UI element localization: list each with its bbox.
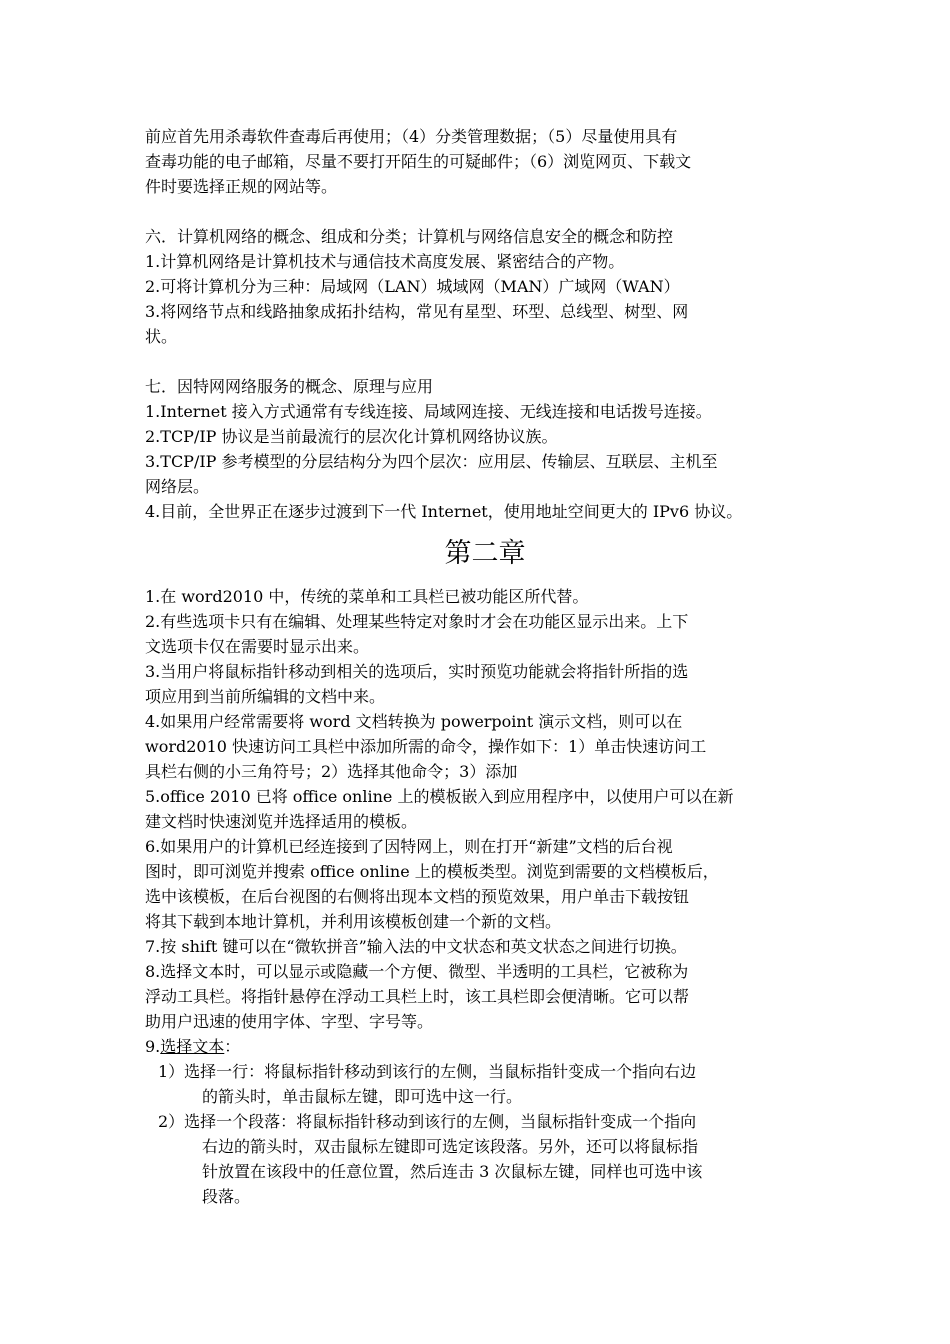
paragraph-line: 前应首先用杀毒软件查毒后再使用；（4）分类管理数据；（5）尽量使用具有 xyxy=(145,127,678,146)
sub-item-continuation: 针放置在该段中的任意位置，然后连击 3 次鼠标左键，同样也可选中该 xyxy=(202,1162,703,1181)
list-item-nine xyxy=(145,1034,825,1059)
sub-item-continuation: 的箭头时，单击鼠标左键，即可选中这一行。 xyxy=(202,1087,523,1106)
list-item: 3.将网络节点和线路抽象成拓扑结构，常见有星型、环型、总线型、树型、网 xyxy=(145,302,689,321)
section-seven xyxy=(145,374,825,524)
list-item-continuation: 浮动工具栏。将指针悬停在浮动工具栏上时，该工具栏即会便清晰。它可以帮 xyxy=(145,987,690,1006)
list-item: 8.选择文本时，可以显示或隐藏一个方便、微型、半透明的工具栏，它被称为 xyxy=(145,962,689,981)
list-item: 1.计算机网络是计算机技术与通信技术高度发展、紧密结合的产物。 xyxy=(145,252,625,271)
list-item: 2.可将计算机分为三种：局域网（LAN）城域网（MAN）广域网（WAN） xyxy=(145,277,680,296)
list-item: 3.TCP/IP 参考模型的分层结构分为四个层次：应用层、传输层、互联层、主机至 xyxy=(145,452,718,471)
item-colon: ： xyxy=(224,1037,241,1056)
blank-line xyxy=(145,349,825,374)
section-six xyxy=(145,224,825,349)
section-title: 六．计算机网络的概念、组成和分类；计算机与网络信息安全的概念和防控 xyxy=(145,227,674,246)
list-item: 2.有些选项卡只有在编辑、处理某些特定对象时才会在功能区显示出来。上下 xyxy=(145,612,689,631)
list-item: 1.在 word2010 中，传统的菜单和工具栏已被功能区所代替。 xyxy=(145,587,589,606)
list-item-continuation: word2010 快速访问工具栏中添加所需的命令，操作如下：1）单击快速访问工 xyxy=(145,737,707,756)
sub-item-continuation: 右边的箭头时，双击鼠标左键即可选定该段落。另外，还可以将鼠标指 xyxy=(202,1137,699,1156)
paragraph-line: 查毒功能的电子邮箱，尽量不要打开陌生的可疑邮件；（6）浏览网页、下载文 xyxy=(145,152,692,171)
list-item-continuation: 项应用到当前所编辑的文档中来。 xyxy=(145,687,386,706)
list-item-continuation: 助用户迅速的使用字体、字型、字号等。 xyxy=(145,1012,434,1031)
underlined-term: 选择文本 xyxy=(160,1037,225,1056)
chapter-two-body xyxy=(145,584,825,1209)
list-item: 7.按 shift 键可以在“微软拼音”输入法的中文状态和英文状态之间进行切换。 xyxy=(145,937,687,956)
blank-line xyxy=(145,199,825,224)
list-item-continuation: 将其下载到本地计算机，并利用该模板创建一个新的文档。 xyxy=(145,912,562,931)
list-item: 6.如果用户的计算机已经连接到了因特网上，则在打开“新建”文档的后台视 xyxy=(145,837,673,856)
page-content xyxy=(145,124,825,1209)
sub-item-first-line: 2）选择一个段落：将鼠标指针移动到该行的左侧，当鼠标指针变成一个指向 xyxy=(158,1112,697,1131)
list-item: 1.Internet 接入方式通常有专线连接、局域网连接、无线连接和电话拨号连接。 xyxy=(145,402,712,421)
list-item-continuation: 选中该模板，在后台视图的右侧将出现本文档的预览效果，用户单击下载按钮 xyxy=(145,887,690,906)
list-item-continuation: 具栏右侧的小三角符号；2）选择其他命令；3）添加 xyxy=(145,762,518,781)
paragraph-line: 件时要选择正规的网站等。 xyxy=(145,177,338,196)
item-number: 9. xyxy=(145,1037,161,1056)
list-item: 4.如果用户经常需要将 word 文档转换为 powerpoint 演示文档，则可以在 xyxy=(145,712,683,731)
list-item: 5.office 2010 已将 office online 上的模板嵌入到应用程序中，以使用户可以在新 xyxy=(145,787,734,806)
sub-item-first-line: 1）选择一行：将鼠标指针移动到该行的左侧，当鼠标指针变成一个指向右边 xyxy=(158,1062,697,1081)
list-item-continuation: 状。 xyxy=(145,327,178,346)
continued-paragraph xyxy=(145,124,825,199)
list-item-continuation: 文选项卡仅在需要时显示出来。 xyxy=(145,637,370,656)
section-title: 七．因特网网络服务的概念、原理与应用 xyxy=(145,377,434,396)
list-item-continuation: 建文档时快速浏览并选择适用的模板。 xyxy=(145,812,418,831)
list-item: 4.目前，全世界正在逐步过渡到下一代 Internet，使用地址空间更大的 IPv6 协议。 xyxy=(145,502,743,521)
chapter-heading: 第二章 xyxy=(444,538,526,569)
sub-item-continuation: 段落。 xyxy=(202,1187,251,1206)
list-item-continuation: 网络层。 xyxy=(145,477,210,496)
list-item-continuation: 图时，即可浏览并搜索 office online 上的模板类型。浏览到需要的文档模板后， xyxy=(145,862,719,881)
list-item: 3.当用户将鼠标指针移动到相关的选项后，实时预览功能就会将指针所指的选 xyxy=(145,662,689,681)
list-item: 2.TCP/IP 协议是当前最流行的层次化计算机网络协议族。 xyxy=(145,427,558,446)
